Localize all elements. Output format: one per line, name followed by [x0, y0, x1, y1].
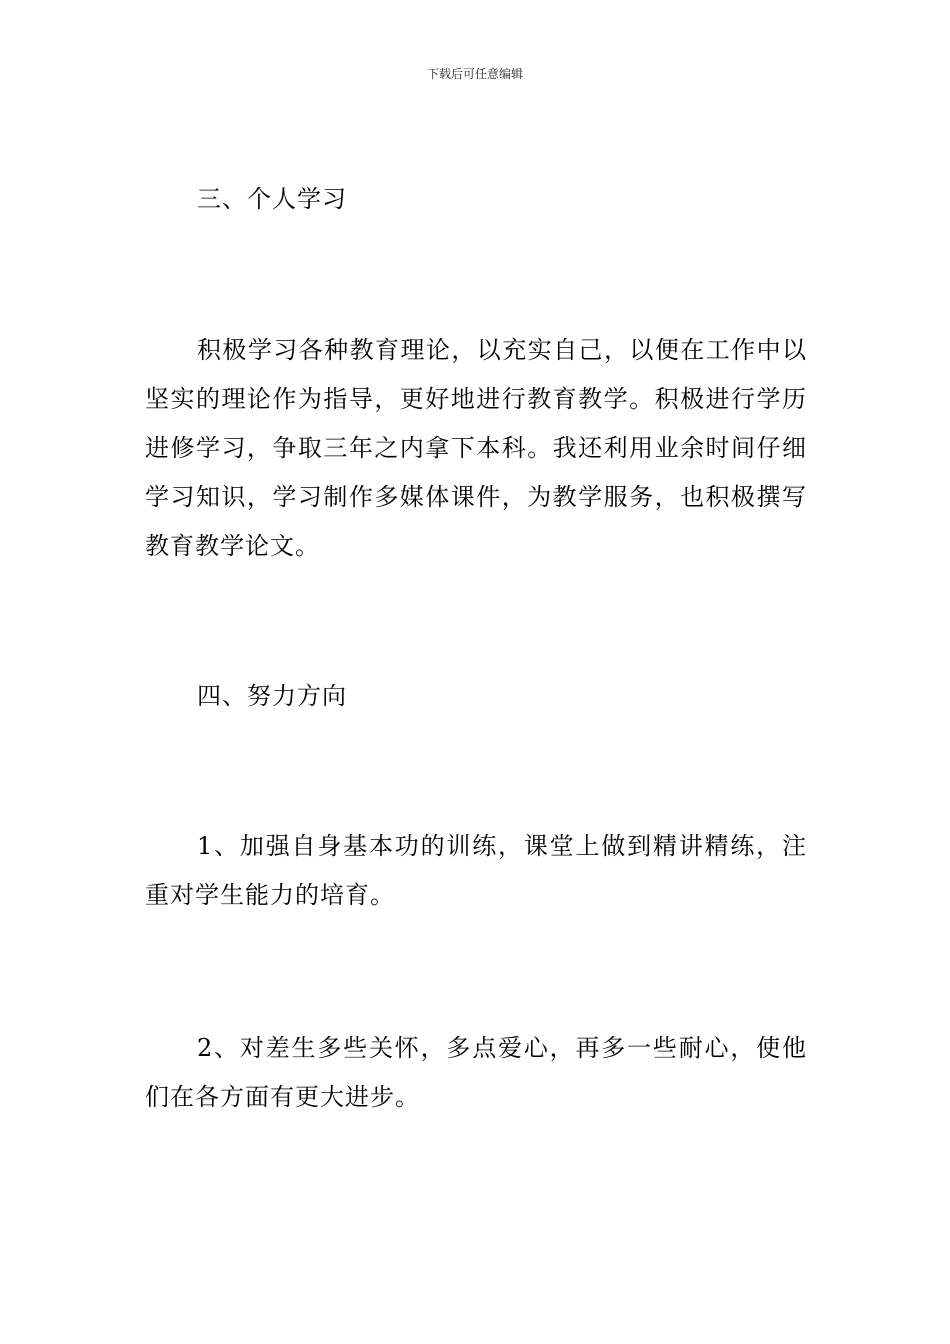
section-4-paragraph-1: 1、加强自身基本功的训练，课堂上做到精讲精练，注重对学生能力的培育。: [145, 832, 807, 909]
section-3: [145, 175, 807, 224]
download-note-header: 下载后可任意编辑: [426, 67, 523, 81]
section-3-body: [145, 326, 807, 571]
section-3-paragraph: 积极学习各种教育理论，以充实自己，以便在工作中以坚实的理论作为指导，更好地进行教育教学。积极进行学历进修学习，争取三年之内拿下本科。我还利用业余时间仔细学习知识，学习制作多媒体课件，为教学服务，也积极撰写教育教学论文。: [145, 336, 807, 560]
section-4: [145, 672, 807, 721]
section-3-title: 三、个人学习: [197, 185, 347, 213]
section-4-title: 四、努力方向: [197, 682, 347, 710]
section-4-paragraph-2: 2、对差生多些关怀，多点爱心，再多一些耐心，使他们在各方面有更大进步。: [145, 1034, 807, 1111]
section-4-item-1: [145, 822, 807, 920]
section-4-item-2: [145, 1024, 807, 1122]
